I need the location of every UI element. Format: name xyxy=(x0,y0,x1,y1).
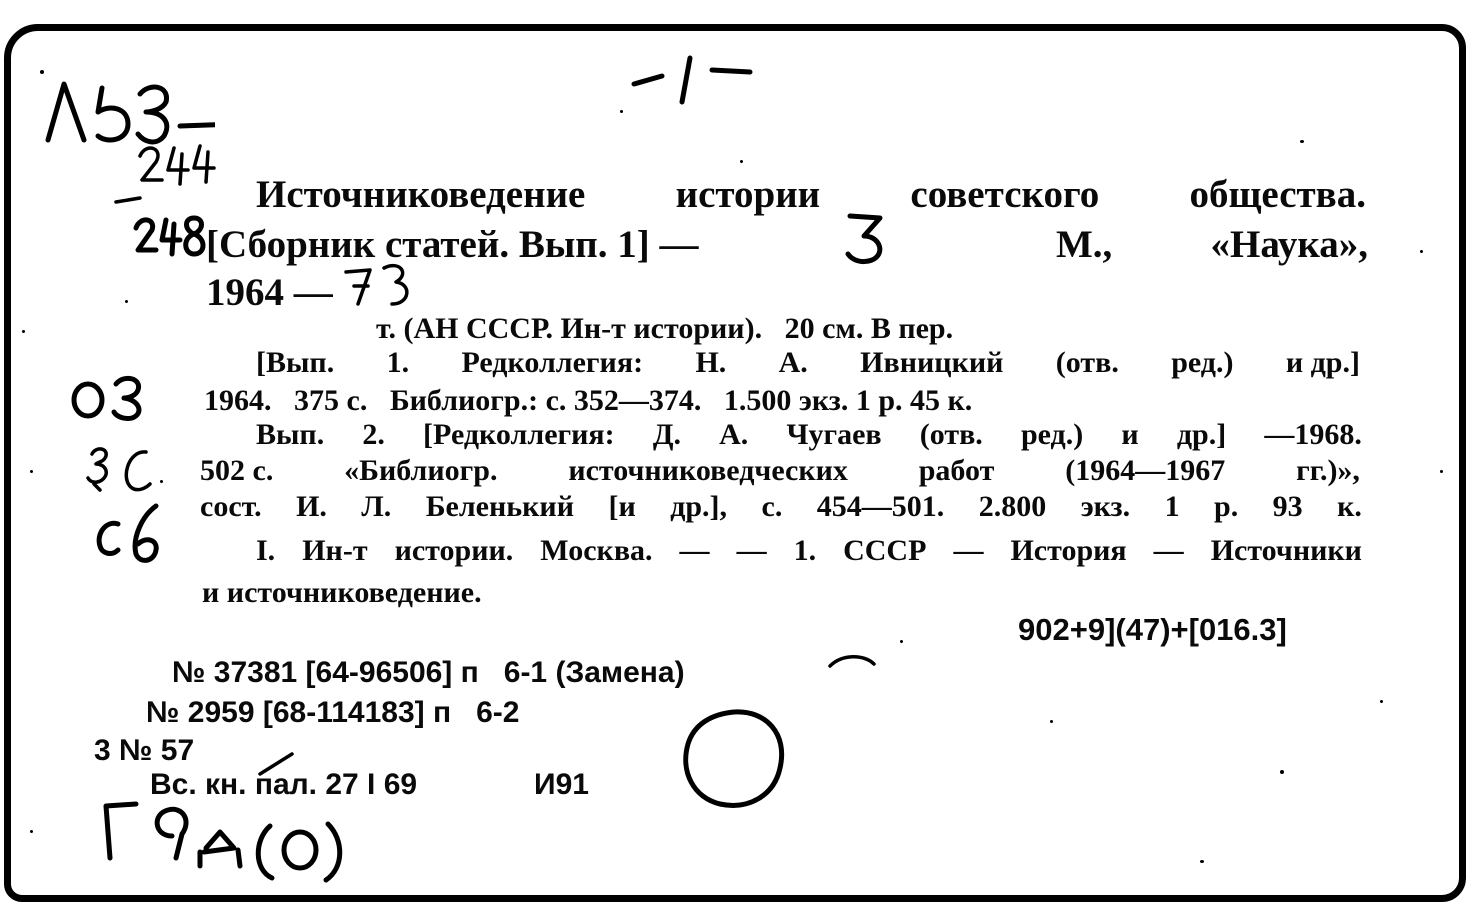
publisher: М., «Наука», xyxy=(1056,223,1368,266)
footer-line3: 3 № 57 xyxy=(94,734,195,767)
footer-line2: № 2959 [68-114183] п 6-2 xyxy=(146,696,520,729)
vol2-line1: Вып. 2. [Редколлегия: Д. А. Чугаев (отв. ред.) и др.] —1968. xyxy=(256,418,1362,451)
footer-line4-code: И91 xyxy=(534,768,589,801)
classification-index: 902+9](47)+[016.3] xyxy=(1018,612,1287,647)
vol2-line2: 502 с. «Библиогр. источниковедческих работ (1964—1967 гг.)», xyxy=(200,454,1360,487)
collection-note: [Сборник статей. Вып. 1] — xyxy=(206,223,699,266)
vol1-line2: 1964. 375 с. Библиогр.: с. 352—374. 1.500 экз. 1 р. 45 к. xyxy=(204,384,973,417)
year-line: 1964 — xyxy=(206,271,333,314)
title-line: Источниковедение истории советского общества. xyxy=(256,173,1366,216)
vol1-line1: [Вып. 1. Редколлегия: Н. А. Ивницкий (отв. ред.) и др.] xyxy=(256,346,1360,379)
subject-line2: и источниковедение. xyxy=(202,576,482,609)
subject-line1: I. Ин-т истории. Москва. — — 1. СССР — История — Источники xyxy=(256,534,1362,567)
footer-line1: № 37381 [64-96506] п 6-1 (Замена) xyxy=(172,656,685,689)
footer-line4: Вс. кн. пал. 27 I 69 xyxy=(150,768,418,801)
vol2-line3: сост. И. Л. Беленький [и др.], с. 454—501. 2.800 экз. 1 р. 93 к. xyxy=(200,490,1362,523)
series-line: т. (АН СССР. Ин-т истории). 20 см. В пер. xyxy=(376,312,954,345)
